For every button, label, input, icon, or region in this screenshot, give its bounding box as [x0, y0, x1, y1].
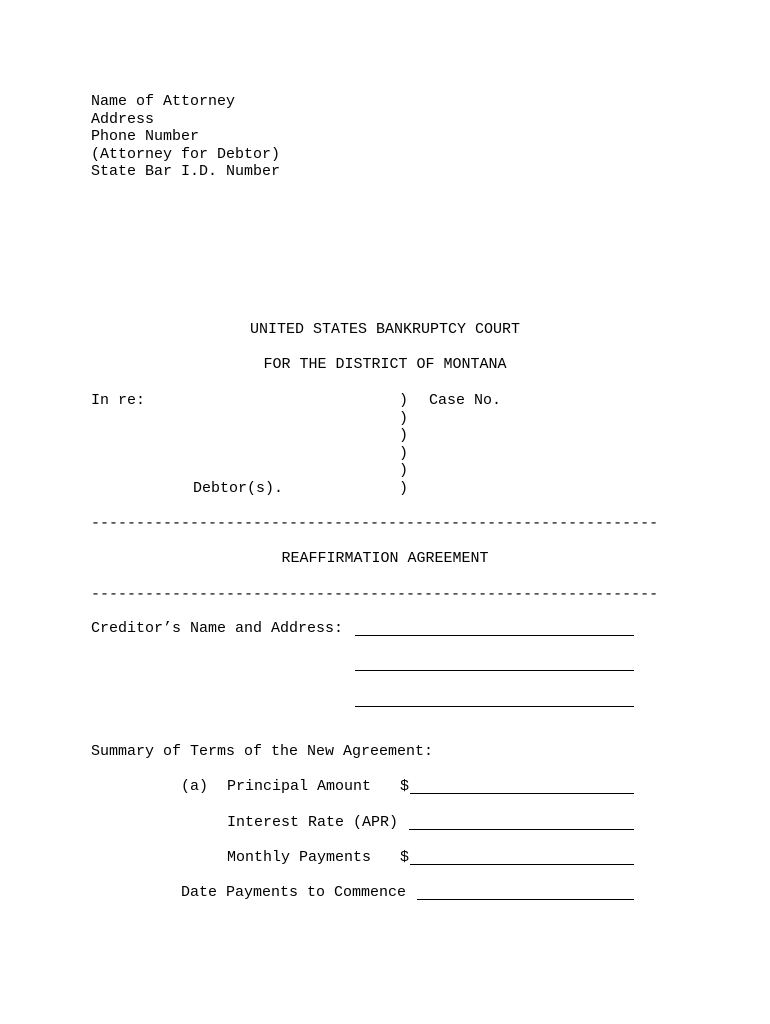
attorney-name: Name of Attorney — [91, 93, 236, 110]
caption-paren: ) — [399, 427, 409, 444]
interest-rate-label: Interest Rate (APR) — [227, 814, 399, 831]
summary-heading: Summary of Terms of the New Agreement: — [91, 743, 434, 760]
creditor-name-field[interactable] — [355, 635, 634, 636]
court-title: UNITED STATES BANKRUPTCY COURT — [249, 321, 521, 338]
creditor-label: Creditor’s Name and Address: — [91, 620, 344, 637]
caption-paren: ) — [399, 444, 409, 462]
caption-paren: ) — [399, 392, 409, 409]
divider-line: --------------------------------------------------------------- — [91, 586, 659, 603]
item-a-label: (a) — [181, 778, 209, 795]
case-number-label: Case No. — [429, 392, 502, 409]
caption-paren: ) — [399, 409, 409, 427]
currency-sign: $ — [400, 778, 410, 795]
attorney-bar-id: State Bar I.D. Number — [91, 163, 281, 180]
attorney-role: (Attorney for Debtor) — [91, 145, 281, 163]
document-title: REAFFIRMATION AGREEMENT — [281, 550, 489, 567]
caption-paren: ) — [399, 480, 409, 497]
divider-line: --------------------------------------------------------------- — [91, 515, 659, 532]
creditor-address-field-2[interactable] — [355, 706, 634, 707]
in-re-label: In re: — [91, 392, 146, 409]
attorney-address: Address — [91, 110, 155, 128]
interest-rate-field[interactable] — [409, 829, 634, 830]
attorney-block — [91, 93, 280, 181]
attorney-phone: Phone Number — [91, 128, 200, 145]
caption-paren: ) — [399, 462, 409, 479]
court-district: FOR THE DISTRICT OF MONTANA — [263, 356, 507, 373]
principal-amount-field[interactable] — [410, 793, 634, 794]
monthly-payments-label: Monthly Payments — [227, 849, 372, 866]
commence-date-label: Date Payments to Commence — [181, 884, 407, 901]
principal-amount-label: Principal Amount — [227, 778, 372, 795]
creditor-address-field[interactable] — [355, 670, 634, 671]
debtor-label: Debtor(s). — [193, 480, 284, 497]
commence-date-field[interactable] — [417, 899, 634, 900]
currency-sign: $ — [400, 849, 410, 866]
monthly-payments-field[interactable] — [410, 864, 634, 865]
